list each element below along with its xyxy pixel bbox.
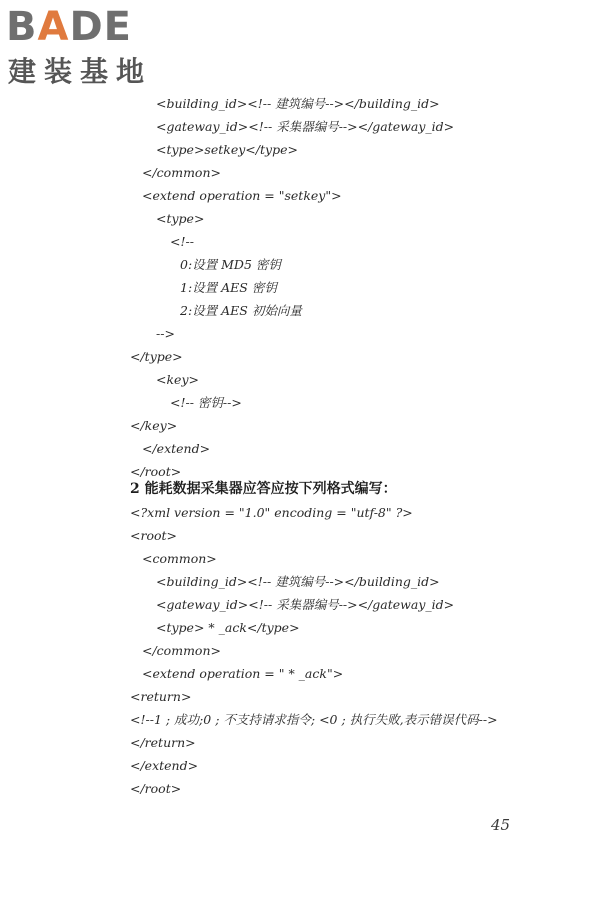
code-line: </extend> <box>130 758 199 773</box>
logo-letter-a: A <box>37 4 70 50</box>
code-line: <extend operation = " * _ack"> <box>142 666 344 681</box>
page-number: 45 <box>491 816 511 834</box>
code-line: <return> <box>130 689 192 704</box>
code-line: <key> <box>156 372 199 387</box>
code-line: 2:设置 AES 初始向量 <box>180 303 302 318</box>
code-line: <building_id><!-- 建筑编号--></building_id> <box>156 574 440 589</box>
code-line: --> <box>156 326 175 341</box>
code-line: 0:设置 MD5 密钥 <box>180 257 281 272</box>
logo-subtitle: 建装基地 <box>8 55 153 88</box>
logo-wordmark <box>6 2 132 52</box>
code-line: </common> <box>142 643 221 658</box>
code-line: <extend operation = "setkey"> <box>142 188 342 203</box>
code-line: </extend> <box>142 441 211 456</box>
code-line: <type> * _ack</type> <box>156 620 300 635</box>
code-line: </key> <box>130 418 178 433</box>
code-line: </root> <box>130 464 182 479</box>
code-line: </return> <box>130 735 196 750</box>
code-line: </common> <box>142 165 221 180</box>
code-line: <root> <box>130 528 177 543</box>
code-line: </type> <box>130 349 183 364</box>
code-line: <?xml version = "1.0" encoding = "utf-8" ?> <box>130 505 413 520</box>
code-line: <!--1 ; 成功;0 ; 不支持请求指令; <0 ; 执行失败,表示错误代码--> <box>130 712 498 727</box>
code-line: <gateway_id><!-- 采集器编号--></gateway_id> <box>156 119 455 134</box>
code-line: <gateway_id><!-- 采集器编号--></gateway_id> <box>156 597 455 612</box>
logo-letter-b: B <box>6 4 38 50</box>
code-line: <common> <box>142 551 217 566</box>
code-line: <!-- <box>170 234 194 249</box>
code-line: 1:设置 AES 密钥 <box>180 280 277 295</box>
code-line: <type>setkey</type> <box>156 142 298 157</box>
code-line: <!-- 密钥--> <box>170 395 242 410</box>
code-line: <type> <box>156 211 205 226</box>
code-line: </root> <box>130 781 182 796</box>
code-line: <building_id><!-- 建筑编号--></building_id> <box>156 96 440 111</box>
bade-logo <box>6 2 176 92</box>
section-heading: 2 能耗数据采集器应答应按下列格式编写： <box>130 481 397 497</box>
logo-letters-de: DE <box>69 4 132 50</box>
